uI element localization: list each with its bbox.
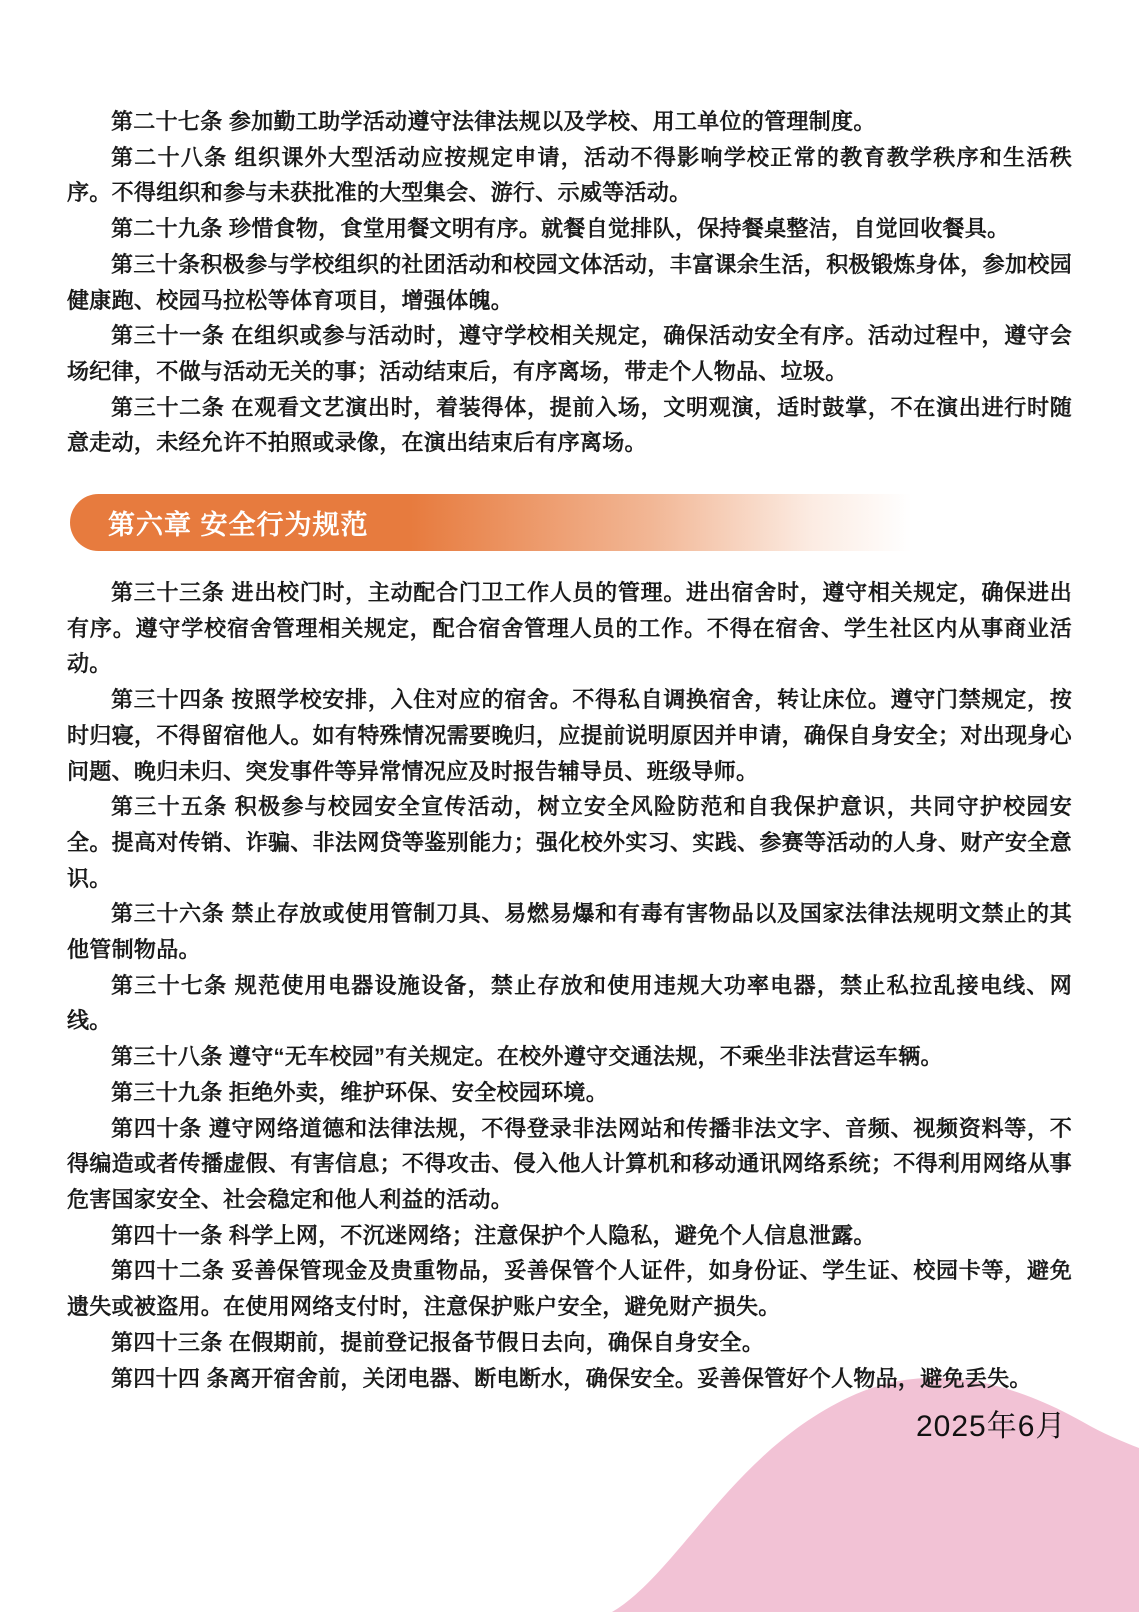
article-44: 第四十四 条离开宿舍前，关闭电器、断电断水，确保安全。妥善保管好个人物品，避免丢失。 xyxy=(111,1365,1032,1391)
article-34: 第三十四条 按照学校安排，入住对应的宿舍。不得私自调换宿舍，转让床位。遵守门禁规定，按时归寝，不得留宿他人。如有特殊情况需要晚归，应提前说明原因并申请，确保自身安全；对出现身心问题、晚归未归、突发事件等异常情况应及时报告辅导员、班级导师。 xyxy=(67,687,1072,784)
article-33: 第三十三条 进出校门时，主动配合门卫工作人员的管理。进出宿舍时，遵守相关规定，确保进出有序。遵守学校宿舍管理相关规定，配合宿舍管理人员的工作。不得在宿舍、学生社区内从事商业活动。 xyxy=(67,580,1072,677)
chapter-title: 第六章 安全行为规范 xyxy=(108,510,369,541)
footer-date: 2025年6月 xyxy=(916,1410,1067,1443)
article-38: 第三十八条 遵守“无车校园”有关规定。在校外遵守交通法规，不乘坐非法营运车辆。 xyxy=(111,1044,943,1070)
article-32: 第三十二条 在观看文艺演出时，着装得体，提前入场，文明观演，适时鼓掌，不在演出进行时随意走动，未经允许不拍照或录像，在演出结束后有序离场。 xyxy=(67,394,1072,456)
chapter-banner xyxy=(70,494,1072,551)
article-41: 第四十一条 科学上网，不沉迷网络；注意保护个人隐私，避免个人信息泄露。 xyxy=(111,1222,876,1248)
article-37: 第三十七条 规范使用电器设施设备，禁止存放和使用违规大功率电器，禁止私拉乱接电线、网线。 xyxy=(67,972,1072,1034)
articles-section-2 xyxy=(67,575,1072,1396)
article-40: 第四十条 遵守网络道德和法律法规，不得登录非法网站和传播非法文字、音频、视频资料等，不得编造或者传播虚假、有害信息；不得攻击、侵入他人计算机和移动通讯网络系统；不得利用网络从事危害国家安全、社会稳定和他人利益的活动。 xyxy=(67,1115,1072,1212)
article-42: 第四十二条 妥善保管现金及贵重物品，妥善保管个人证件，如身份证、学生证、校园卡等，避免遗失或被盗用。在使用网络支付时，注意保护账户安全，避免财产损失。 xyxy=(67,1258,1072,1320)
article-27: 第二十七条 参加勤工助学活动遵守法律法规以及学校、用工单位的管理制度。 xyxy=(111,109,876,134)
article-36: 第三十六条 禁止存放或使用管制刀具、易燃易爆和有毒有害物品以及国家法律法规明文禁止的其他管制物品。 xyxy=(67,901,1072,963)
article-31: 第三十一条 在组织或参与活动时，遵守学校相关规定，确保活动安全有序。活动过程中，遵守会场纪律，不做与活动无关的事；活动结束后，有序离场，带走个人物品、垃圾。 xyxy=(67,323,1072,384)
article-43: 第四十三条 在假期前，提前登记报备节假日去向，确保自身安全。 xyxy=(111,1329,765,1355)
article-30: 第三十条积极参与学校组织的社团活动和校园文体活动，丰富课余生活，积极锻炼身体，参加校园健康跑、校园马拉松等体育项目，增强体魄。 xyxy=(67,251,1072,313)
articles-section-1 xyxy=(67,104,1072,461)
article-35: 第三十五条 积极参与校园安全宣传活动，树立安全风险防范和自我保护意识，共同守护校园安全。提高对传销、诈骗、非法网贷等鉴别能力；强化校外实习、实践、参赛等活动的人身、财产安全意识。 xyxy=(67,794,1072,891)
article-28: 第二十八条 组织课外大型活动应按规定申请，活动不得影响学校正常的教育教学秩序和生活秩序。不得组织和参与未获批准的大型集会、游行、示威等活动。 xyxy=(67,144,1072,206)
article-29: 第二十九条 珍惜食物，食堂用餐文明有序。就餐自觉排队，保持餐桌整洁，自觉回收餐具。 xyxy=(111,216,1010,242)
article-39: 第三十九条 拒绝外卖，维护环保、安全校园环境。 xyxy=(111,1079,609,1105)
